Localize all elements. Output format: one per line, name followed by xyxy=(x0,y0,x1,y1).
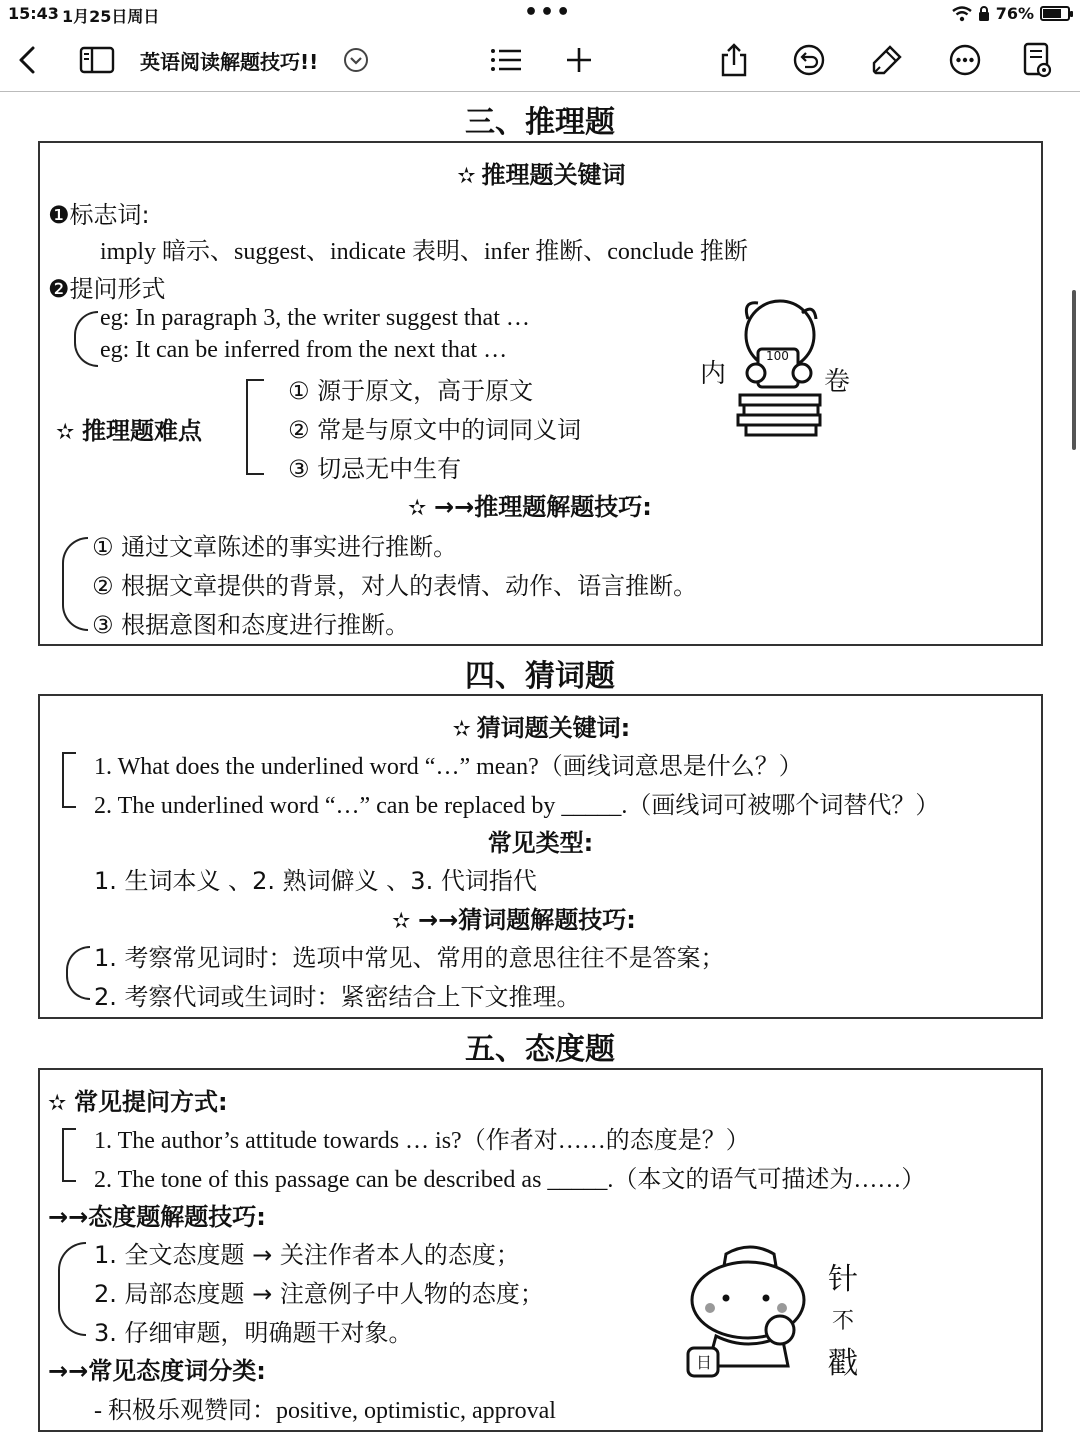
word-types-heading: 常见类型: xyxy=(487,829,594,857)
section-title-attitude: 五、态度题 xyxy=(465,1032,615,1067)
attitude-question-2: 2. The tone of this passage can be described as _____.（本文的语气可描述为……） xyxy=(94,1167,926,1193)
pen-tool-button[interactable] xyxy=(866,28,908,92)
doodle-char-3: 戳 xyxy=(828,1346,858,1381)
difficulty-2: ② 常是与原文中的词同义词 xyxy=(288,416,582,444)
attitude-tip-1: 1. 全文态度题 → 关注作者本人的态度； xyxy=(94,1241,520,1269)
status-date: 1月25日周日 xyxy=(62,7,160,26)
battery-fill xyxy=(1043,9,1061,18)
word-guess-question-2: 2. The underlined word “…” can be replaced by _____.（画线词可被哪个词替代？） xyxy=(94,793,940,819)
question-form-label: ❷提问形式 xyxy=(48,275,166,303)
chevron-down-icon xyxy=(346,50,366,70)
more-icon xyxy=(948,43,982,77)
read-mode-button[interactable] xyxy=(1018,28,1056,92)
attitude-tip-3: 3. 仔细审题，明确题干对象。 xyxy=(94,1319,413,1347)
document-view-icon xyxy=(1022,42,1052,78)
attitude-question-1: 1. The author’s attitude towards … is?（作者对……的态度是？） xyxy=(94,1128,750,1154)
star-icon: ✫ xyxy=(48,1091,67,1116)
app-toolbar xyxy=(0,28,1080,92)
list-icon xyxy=(489,47,523,73)
inference-tip-2: ② 根据文章提供的背景，对人的表情、动作、语言推断。 xyxy=(92,572,698,600)
reading-girl-doodle xyxy=(700,291,850,451)
sidebar-toggle-button[interactable] xyxy=(76,28,118,92)
attitude-tips-brace xyxy=(58,1242,86,1336)
word-guess-bracket xyxy=(62,752,76,808)
lock-icon xyxy=(978,6,990,22)
attitude-tip-2: 2. 局部态度题 → 注意例子中人物的态度； xyxy=(94,1280,544,1308)
more-button[interactable] xyxy=(944,28,986,92)
difficulty-3: ③ 切忌无中生有 xyxy=(288,455,462,483)
star-icon: ✫ xyxy=(457,164,476,189)
chevron-left-icon xyxy=(17,45,37,75)
pen-icon xyxy=(870,43,904,77)
example-brace xyxy=(74,311,98,367)
bear-doodle xyxy=(676,1240,876,1390)
scrollbar[interactable] xyxy=(1072,290,1076,450)
attitude-ask-title: 常见提问方式: xyxy=(74,1088,228,1116)
difficulty-label: 推理题难点 xyxy=(82,417,202,445)
attitude-words-positive: - 积极乐观赞同：positive, optimistic, approval xyxy=(94,1398,556,1424)
back-button[interactable] xyxy=(10,28,44,92)
inference-keywords-heading xyxy=(40,155,1041,190)
word-guess-tip-2: 2. 考察代词或生词时：紧密结合上下文推理。 xyxy=(94,983,581,1011)
marker-words: imply 暗示、suggest、indicate 表明、infer 推断、conclude 推断 xyxy=(100,239,748,265)
title-menu-button[interactable] xyxy=(344,48,368,72)
star-icon: ✫ xyxy=(392,909,411,934)
doodle-char-2: 不 xyxy=(832,1309,855,1334)
doodle-char-1: 针 xyxy=(828,1262,858,1297)
word-guess-tip-1: 1. 考察常见词时：选项中常见、常用的意思往往不是答案； xyxy=(94,944,725,972)
doodle-text-right: 卷 xyxy=(824,367,851,397)
difficulty-bracket xyxy=(246,379,264,475)
section-title-word-guess: 四、猜词题 xyxy=(465,659,615,694)
sidebar-icon xyxy=(79,46,115,74)
doodle-text-left: 内 xyxy=(700,359,727,389)
word-guess-tips-heading xyxy=(392,900,636,935)
difficulty-1: ① 源于原文，高于原文 xyxy=(288,377,534,405)
word-guess-tips-brace xyxy=(66,946,90,1000)
pocket-label: 日 xyxy=(696,1353,713,1372)
difficulty-heading xyxy=(56,411,202,446)
word-guess-box xyxy=(38,694,1043,1019)
inference-tip-3: ③ 根据意图和态度进行推断。 xyxy=(92,611,410,639)
inference-tips-heading xyxy=(408,487,652,522)
inference-box xyxy=(38,141,1043,646)
status-time: 15:43 xyxy=(8,4,59,23)
tips-brace xyxy=(62,537,88,631)
status-bar xyxy=(0,0,1080,28)
share-icon xyxy=(719,43,749,77)
word-types: 1. 生词本义 、2. 熟词僻义 、3. 代词指代 xyxy=(94,867,537,895)
attitude-bracket xyxy=(62,1128,76,1182)
attitude-ask-heading xyxy=(48,1082,228,1117)
inference-tips-title: →→推理题解题技巧: xyxy=(434,493,652,521)
marker-words-label: ❶标志词: xyxy=(48,201,150,229)
battery-icon xyxy=(1040,6,1070,21)
attitude-tips-heading: →→态度题解题技巧: xyxy=(48,1203,266,1231)
attitude-words-heading: →→常见态度词分类: xyxy=(48,1357,266,1385)
undo-button[interactable] xyxy=(788,28,830,92)
book-label: 100 xyxy=(766,349,789,363)
section-title-inference: 三、推理题 xyxy=(465,105,615,140)
word-guess-keywords-heading xyxy=(40,708,1041,743)
attitude-box xyxy=(38,1068,1043,1432)
word-guess-tips-title: →→猜词题解题技巧: xyxy=(418,906,636,934)
undo-icon xyxy=(792,43,826,77)
inference-keywords-title: 推理题关键词 xyxy=(481,161,626,189)
outline-button[interactable] xyxy=(486,28,526,92)
status-right xyxy=(952,4,1070,23)
plus-icon xyxy=(565,46,593,74)
document-title[interactable]: 英语阅读解题技巧!! xyxy=(140,50,319,74)
star-icon: ✫ xyxy=(56,420,75,445)
share-button[interactable] xyxy=(714,28,754,92)
multitask-dots[interactable]: ••• xyxy=(524,0,573,25)
star-icon: ✫ xyxy=(408,496,427,521)
word-guess-keywords-title: 猜词题关键词: xyxy=(476,714,631,742)
example-2: eg: It can be inferred from the next that … xyxy=(100,337,508,363)
word-guess-question-1: 1. What does the underlined word “…” mean?（画线词意思是什么？） xyxy=(94,754,803,780)
wifi-icon xyxy=(952,6,972,22)
add-page-button[interactable] xyxy=(562,28,596,92)
inference-tip-1: ① 通过文章陈述的事实进行推断。 xyxy=(92,533,458,561)
battery-percent: 76% xyxy=(995,4,1034,23)
star-icon: ✫ xyxy=(452,717,471,742)
example-1: eg: In paragraph 3, the writer suggest that … xyxy=(100,305,530,331)
